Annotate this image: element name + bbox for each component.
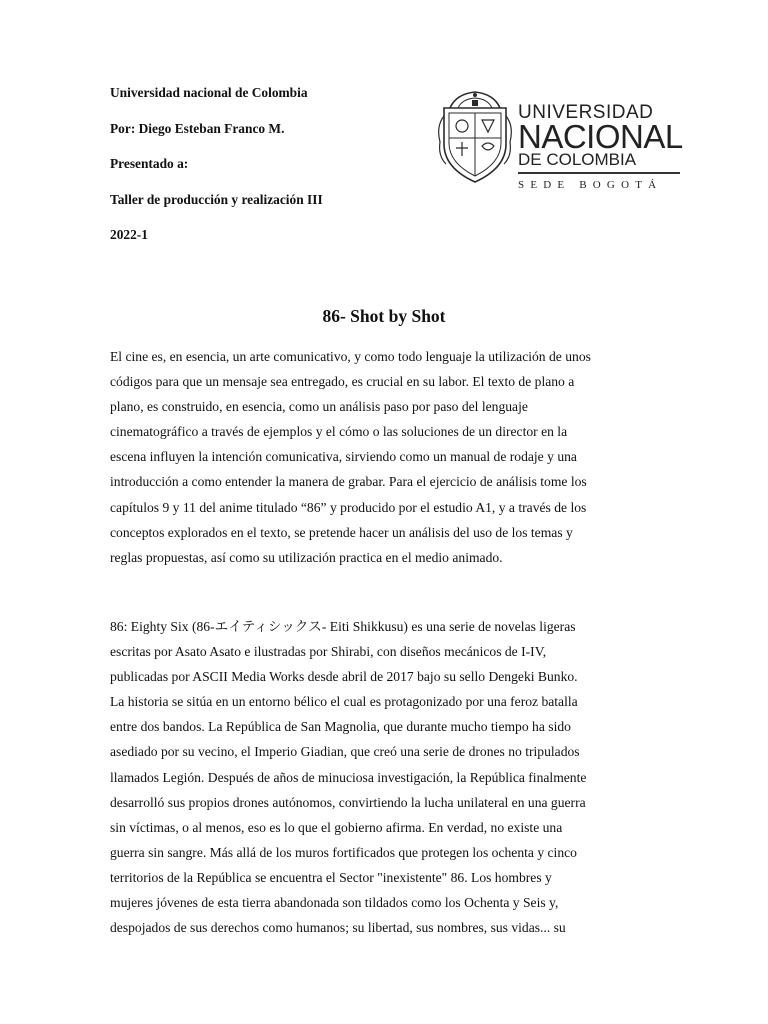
paragraph-synopsis [110,614,662,940]
text-line: llamados Legión. Después de años de minuciosa investigación, la República finalmente [110,769,587,785]
logo-sede-bogota: SEDE BOGOTÁ [518,178,663,191]
text-line: publicadas por ASCII Media Works desde abril de 2017 bajo su sello Dengeki Bunko. [110,669,578,685]
text-line: sin víctimas, o al menos, eso es lo que el gobierno afirma. En verdad, no existe una [110,819,563,835]
text-line: conceptos explorados en el texto, se pretende hacer un análisis del uso de los temas y [110,524,573,540]
header-university: Universidad nacional de Colombia [110,85,308,100]
logo-divider [518,172,680,174]
document-title: 86- Shot by Shot [322,306,446,326]
logo-de-colombia: DE COLOMBIA [518,150,637,169]
text-line: capítulos 9 y 11 del anime titulado “86” y producido por el estudio A1, y a través de los [110,499,587,515]
text-line: códigos para que un mensaje sea entregado, es crucial en su labor. El texto de plano a [110,374,575,390]
logo-nacional: NACIONAL [518,118,683,155]
text-line: La historia se sitúa en un entorno bélico el cual es protagonizado por una feroz batalla [110,694,578,710]
text-line: guerra sin sangre. Más allá de los muros fortificados que protegen los ochenta y cinco [110,844,577,860]
header-course: Taller de producción y realización III [110,191,323,207]
text-line: asediado por su vecino, el Imperio Giadian, que creó una serie de drones no tripulados [110,744,580,760]
header-author: Por: Diego Esteban Franco M. [110,120,285,136]
text-line: introducción a como entender la manera de grabar. Para el ejercicio de análisis tome los [110,474,587,490]
header-term: 2022-1 [110,227,148,242]
text-line: escena influyen la intención comunicativa, sirviendo como un manual de rodaje y una [110,449,577,465]
header-presented-to: Presentado a: [110,156,189,171]
text-line: territorios de la República se encuentra el Sector "inexistente" 86. Los hombres y [110,869,552,885]
text-line: reglas propuestas, así como su utilización practica en el medio animado. [110,549,503,565]
text-line: El cine es, en esencia, un arte comunicativo, y como todo lenguaje la utilización de unos [110,349,591,364]
text-line: escritas por Asato Asato e ilustradas por Shirabi, con diseños mecánicos de I-IV, [110,644,547,660]
university-logo [436,86,686,191]
text-line: despojados de sus derechos como humanos; su libertad, sus nombres, sus vidas... su [110,920,566,936]
header-info [110,84,430,262]
text-line: cinematográfico a través de ejemplos y el cómo o las soluciones de un director en la [110,424,568,440]
text-line: plano, es construido, en esencia, como un análisis paso por paso del lenguaje [110,399,528,415]
text-line: mujeres jóvenes de esta tierra abandonada son tildados como los Ochenta y Seis y, [110,895,559,911]
text-line: entre dos bandos. La República de San Magnolia, que durante mucho tiempo ha sido [110,719,571,735]
text-line: desarrolló sus propios drones autónomos, convirtiendo la lucha unilateral en una guerra [110,794,586,810]
logo-wordmark [518,104,686,191]
university-seal-icon [436,86,514,186]
paragraph-introduction [110,344,662,570]
text-line: 86: Eighty Six (86-エイティシックス- Eiti Shikkusu) es una serie de novelas ligeras [110,619,576,634]
logo-universidad: UNIVERSIDAD [518,102,654,123]
